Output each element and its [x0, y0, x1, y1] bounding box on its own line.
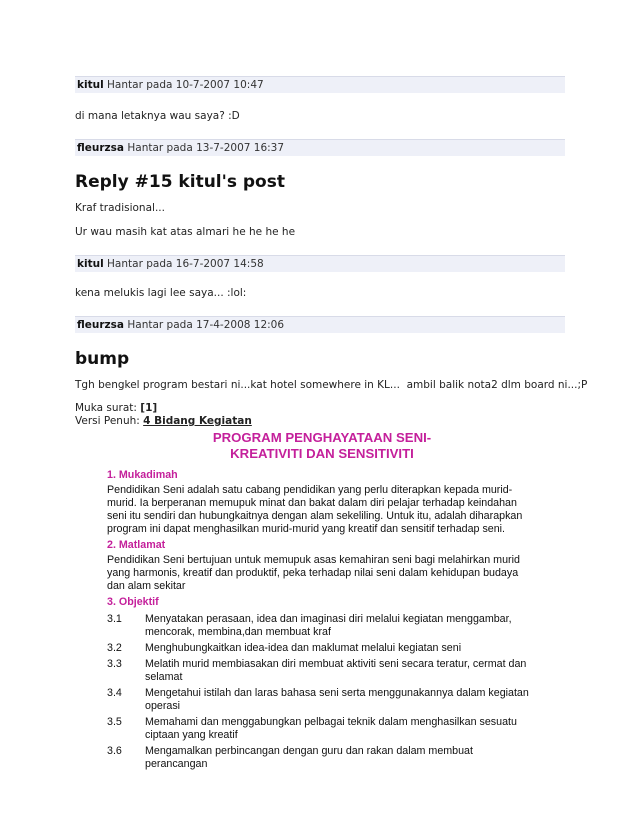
- objective-number: 3.2: [107, 642, 122, 654]
- section-heading: 1. Mukadimah: [107, 469, 178, 481]
- section-paragraph: Pendidikan Seni bertujuan untuk memupuk asas kemahiran seni bagi melahirkan murid yang harmonis, kreatif dan produktif, peka terhadap nilai seni dalam kehidupan budaya dan alam sekitar: [107, 554, 520, 592]
- post-body-line: Kraf tradisional...: [75, 202, 165, 214]
- post-title: bump: [75, 349, 130, 369]
- post-author[interactable]: kitul: [77, 79, 104, 91]
- post-meta: Hantar pada 16-7-2007 14:58: [107, 258, 264, 270]
- objective-text: Menghubungkaitkan idea-idea dan maklumat melalui kegiatan seni: [145, 642, 462, 654]
- post-body: kena melukis lagi lee saya... :lol:: [75, 287, 247, 299]
- post-header: [75, 76, 565, 93]
- table-row: [107, 713, 537, 742]
- post-header: [75, 255, 565, 272]
- objective-text: Menyatakan perasaan, idea dan imaginasi diri melalui kegiatan menggambar, mencorak, membina,dan membuat kraf: [145, 613, 512, 638]
- objective-number: 3.5: [107, 716, 122, 728]
- post-author[interactable]: fleurzsa: [77, 319, 125, 331]
- objective-number: 3.3: [107, 658, 122, 670]
- post-meta: Hantar pada 10-7-2007 10:47: [107, 79, 264, 91]
- table-row: [107, 639, 537, 655]
- objective-text: Memahami dan menggabungkan pelbagai teknik dalam menghasilkan sesuatu ciptaan yang kreatif: [145, 716, 517, 741]
- post-header: [75, 316, 565, 333]
- section-heading: 3. Objektif: [107, 596, 159, 608]
- objective-text: Melatih murid membiasakan diri membuat aktiviti seni secara teratur, cermat dan selamat: [145, 658, 527, 683]
- pager: [75, 402, 565, 415]
- post-header: [75, 139, 565, 156]
- forum-thread: [75, 76, 588, 428]
- post-meta: Hantar pada 17-4-2008 12:06: [127, 319, 285, 331]
- post-body: Tgh bengkel program bestari ni...kat hotel somewhere in KL... ambil balik nota2 dlm board ni...;P: [75, 379, 588, 391]
- section-paragraph: Pendidikan Seni adalah satu cabang pendidikan yang perlu diterapkan kepada murid-murid. Ia berperanan memupuk minat dan bakat dalam diri pelajar terhadap keindahan seni itu sendiri dan hubungkaitnya dengan alam sekeliling. Untuk itu, adalah diharapkan program ini dapat menghasilkan murid-murid yang kreatif dan sensitif terhadap seni.: [107, 484, 523, 535]
- objectives-table: [107, 613, 537, 771]
- objective-number: 3.6: [107, 745, 122, 757]
- pager-label: Muka surat:: [75, 402, 137, 414]
- post-body-line: Ur wau masih kat atas almari he he he he: [75, 226, 296, 238]
- table-row: [107, 684, 537, 713]
- table-row: [107, 742, 537, 771]
- table-row: [107, 655, 537, 684]
- full-version: [75, 415, 565, 428]
- doc-title-line1: PROGRAM PENGHAYATAAN SENI-: [212, 430, 432, 445]
- pager-current-page[interactable]: [1]: [140, 402, 158, 414]
- post-body: di mana letaknya wau saya? :D: [75, 110, 240, 122]
- post-author[interactable]: kitul: [77, 258, 104, 270]
- post-title: Reply #15 kitul's post: [75, 172, 285, 192]
- doc-title-line2: KREATIVITI DAN SENSITIVITI: [230, 446, 414, 461]
- full-version-label: Versi Penuh:: [75, 415, 140, 427]
- embedded-document: [107, 430, 537, 771]
- objective-text: Mengetahui istilah dan laras bahasa seni serta menggunakannya dalam kegiatan operasi: [145, 687, 529, 712]
- objective-number: 3.4: [107, 687, 122, 699]
- objective-text: Mengamalkan perbincangan dengan guru dan rakan dalam membuat perancangan: [145, 745, 473, 770]
- post-author[interactable]: fleurzsa: [77, 142, 125, 154]
- table-row: [107, 613, 537, 639]
- post-meta: Hantar pada 13-7-2007 16:37: [127, 142, 285, 154]
- full-version-link[interactable]: 4 Bidang Kegiatan: [143, 415, 252, 427]
- objective-number: 3.1: [107, 613, 122, 625]
- section-heading: 2. Matlamat: [107, 539, 166, 551]
